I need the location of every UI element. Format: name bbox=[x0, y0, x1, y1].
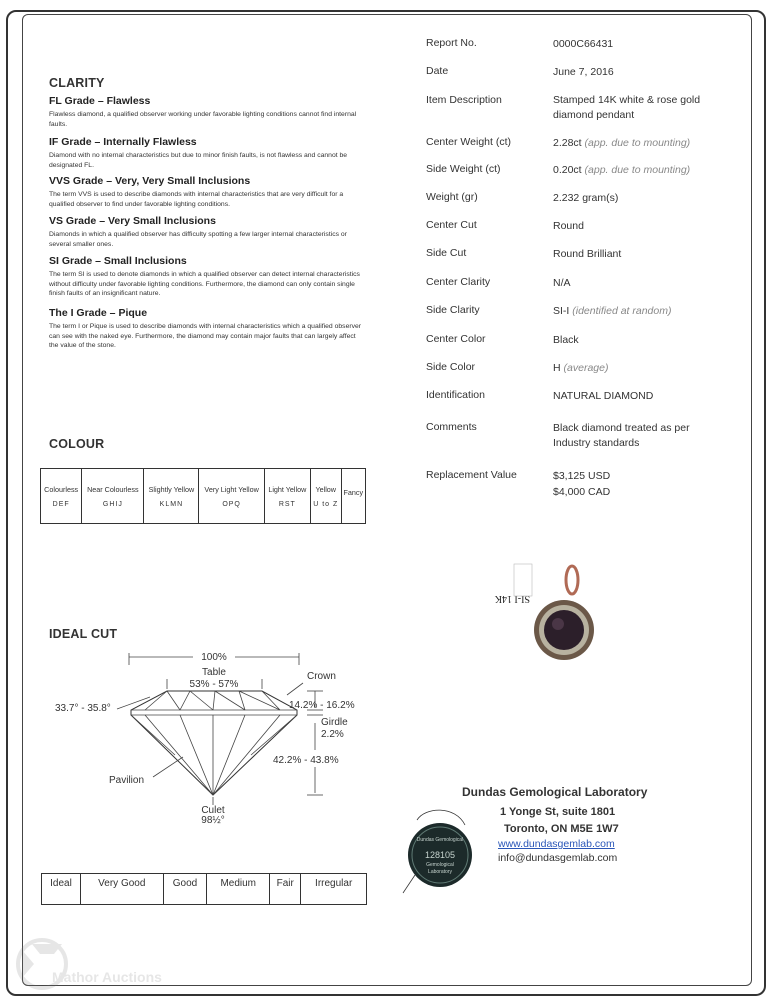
pavilion-depth-label: 42.2% - 43.8% bbox=[273, 755, 339, 766]
grade-name: SI Grade – Small Inclusions bbox=[49, 255, 187, 267]
grade-description: The term VVS is used to describe diamonds with internal characteristics that are very difficult for a qualified observer to find under favorable lighting conditions. bbox=[49, 191, 344, 208]
girdle-value-label: 2.2% bbox=[321, 729, 344, 740]
side-clarity-label: Side Clarity bbox=[426, 304, 480, 316]
side-color-field bbox=[553, 361, 743, 376]
center-weight-field bbox=[553, 136, 743, 151]
grade-name: FL Grade – Flawless bbox=[49, 95, 151, 107]
side-clarity-note: (identified at random) bbox=[572, 305, 672, 317]
colour-letters: DEF bbox=[52, 500, 70, 508]
cut-grade-cell: Very Good bbox=[80, 874, 163, 905]
lab-website-link[interactable]: www.dundasgemlab.com bbox=[498, 838, 615, 850]
table-label: Table bbox=[202, 667, 226, 678]
colour-label: Yellow bbox=[315, 484, 336, 494]
side-color-value: H bbox=[553, 362, 561, 374]
width-label: 100% bbox=[201, 652, 227, 663]
cut-grade-table bbox=[41, 873, 367, 905]
center-cut-value: Round bbox=[553, 220, 584, 232]
crown-height-label: 14.2% - 16.2% bbox=[289, 700, 355, 711]
hologram-seal bbox=[395, 805, 485, 900]
clarity-grade-if bbox=[49, 136, 365, 170]
item-description-value: Stamped 14K white & rose gold diamond pendant bbox=[553, 94, 701, 121]
colour-letters: U to Z bbox=[313, 500, 339, 508]
tag-text: SI-I 14K bbox=[494, 593, 530, 604]
clarity-grade-si bbox=[49, 255, 365, 299]
colour-cell bbox=[199, 469, 264, 524]
clarity-grade-vs bbox=[49, 215, 365, 249]
watermark-shape-b bbox=[32, 944, 62, 954]
seal-text-line-3: Gemological bbox=[426, 862, 454, 868]
side-color-note: (average) bbox=[563, 362, 609, 374]
colour-letters: KLMN bbox=[159, 500, 184, 508]
pendant-photo bbox=[494, 558, 642, 668]
item-description-label: Item Description bbox=[426, 94, 502, 106]
colour-heading: COLOUR bbox=[49, 437, 105, 451]
side-weight-field bbox=[553, 163, 743, 178]
pavilion-pointer bbox=[153, 757, 183, 777]
culet-value-label: 98½° bbox=[201, 815, 225, 826]
clarity-grade-fl bbox=[49, 95, 365, 129]
seal-text-line-4: Laboratory bbox=[428, 869, 452, 875]
seal-signature-stroke bbox=[417, 810, 465, 825]
center-clarity-value: N/A bbox=[553, 277, 571, 289]
grade-name: VVS Grade – Very, Very Small Inclusions bbox=[49, 175, 251, 187]
crown-label: Crown bbox=[307, 671, 336, 682]
table-range-label: 53% - 57% bbox=[189, 679, 239, 690]
crown-angle-label: 33.7° - 35.8° bbox=[55, 703, 111, 714]
report-no-label: Report No. bbox=[426, 37, 477, 49]
seal-text-line-1: Dundas Gemological bbox=[416, 837, 464, 843]
comments-label: Comments bbox=[426, 421, 477, 433]
lab-info bbox=[462, 785, 662, 864]
colour-cell bbox=[341, 469, 365, 524]
comments-value: Black diamond treated as per Industry standards bbox=[553, 422, 690, 449]
weight-gr-value: 2.232 gram(s) bbox=[553, 192, 619, 204]
date-value: June 7, 2016 bbox=[553, 66, 614, 78]
lab-address-line-1: 1 Yonge St, suite 1801 bbox=[500, 806, 616, 818]
cut-grade-cell: Good bbox=[163, 874, 207, 905]
side-clarity-value: SI-I bbox=[553, 305, 570, 317]
replacement-value-cad: $4,000 CAD bbox=[553, 486, 611, 498]
grade-description: Flawless diamond, a qualified observer working under favorable lighting conditions cannot find internal faults. bbox=[49, 111, 357, 128]
center-weight-note: (app. due to mounting) bbox=[584, 137, 691, 149]
crown-pointer bbox=[287, 683, 303, 695]
lab-name: Dundas Gemological Laboratory bbox=[462, 785, 648, 799]
diamond-highlight bbox=[552, 618, 564, 630]
crown-facets bbox=[145, 691, 280, 710]
auction-watermark bbox=[10, 930, 162, 998]
report-no-value: 0000C66431 bbox=[553, 38, 614, 50]
culet-label: Culet bbox=[201, 805, 225, 816]
colour-cell bbox=[41, 469, 82, 524]
colour-letters: OPQ bbox=[222, 500, 241, 508]
replacement-value-label: Replacement Value bbox=[426, 469, 517, 481]
diamond-cut-diagram bbox=[45, 645, 375, 825]
center-weight-value: 2.28ct bbox=[553, 137, 582, 149]
center-color-value: Black bbox=[553, 334, 579, 346]
colour-label: Very Light Yellow bbox=[204, 484, 259, 494]
pavilion-label: Pavilion bbox=[109, 775, 145, 786]
clarity-grade-vvs bbox=[49, 175, 365, 209]
seal-number: 128105 bbox=[424, 850, 456, 860]
date-label: Date bbox=[426, 65, 449, 77]
clarity-heading: CLARITY bbox=[49, 76, 105, 90]
colour-cell bbox=[144, 469, 199, 524]
cut-grade-cell: Medium bbox=[207, 874, 270, 905]
grade-name: VS Grade – Very Small Inclusions bbox=[49, 215, 216, 227]
colour-scale-table bbox=[40, 468, 366, 524]
colour-letters: GHIJ bbox=[102, 500, 123, 508]
colour-label: Slightly Yellow bbox=[148, 484, 195, 494]
side-color-label: Side Color bbox=[426, 361, 476, 373]
watermark-text: Mathor Auctions bbox=[52, 969, 162, 985]
side-weight-value: 0.20ct bbox=[553, 164, 582, 176]
lab-address-line-2: Toronto, ON M5E 1W7 bbox=[504, 823, 619, 835]
cut-grade-cell: Irregular bbox=[301, 874, 367, 905]
watermark-shape-a bbox=[22, 950, 34, 978]
side-cut-label: Side Cut bbox=[426, 247, 467, 259]
colour-letters: RST bbox=[278, 500, 296, 508]
colour-label: Colourless bbox=[44, 484, 79, 494]
center-color-label: Center Color bbox=[426, 333, 486, 345]
colour-cell bbox=[264, 469, 310, 524]
grade-name: The I Grade – Pique bbox=[49, 307, 148, 319]
replacement-value-usd: $3,125 USD bbox=[553, 470, 611, 482]
identification-value: NATURAL DIAMOND bbox=[553, 390, 654, 402]
colour-label: Near Colourless bbox=[87, 484, 139, 494]
colour-label: Fancy bbox=[343, 488, 364, 497]
grade-description: Diamonds in which a qualified observer has difficulty spotting a few larger internal characteristics or several smaller ones. bbox=[49, 231, 347, 248]
side-cut-value: Round Brilliant bbox=[553, 248, 622, 260]
grade-description: The term I or Pique is used to describe diamonds with internal characteristics which a qualified observer can see with the naked eye. Furthermore, the diamond may contain major faults that can largely affect the value of the stone. bbox=[49, 323, 362, 350]
grade-description: The term SI is used to denote diamonds in which a qualified observer can detect internal characteristics without difficulty under favorable lighting conditions. Furthermore, the diamond can only contain single finish faults of an insignificant nature. bbox=[49, 271, 360, 298]
grade-description: Diamond with no internal characteristics but due to minor finish faults, is not flawless and cannot be designated FL. bbox=[49, 152, 348, 169]
colour-cell bbox=[82, 469, 144, 524]
ideal-cut-heading: IDEAL CUT bbox=[49, 627, 118, 641]
colour-cell bbox=[310, 469, 341, 524]
weight-gr-label: Weight (gr) bbox=[426, 191, 478, 203]
center-cut-label: Center Cut bbox=[426, 219, 477, 231]
center-clarity-label: Center Clarity bbox=[426, 276, 491, 288]
black-diamond bbox=[544, 610, 584, 650]
clarity-grade-i bbox=[49, 307, 365, 351]
colour-label: Light Yellow bbox=[268, 484, 307, 494]
identification-label: Identification bbox=[426, 389, 485, 401]
girdle-label: Girdle bbox=[321, 717, 348, 728]
tag-outline bbox=[514, 564, 532, 596]
cut-grade-cell: Fair bbox=[270, 874, 301, 905]
bail bbox=[566, 566, 578, 594]
side-weight-label: Side Weight (ct) bbox=[426, 163, 501, 175]
grade-name: IF Grade – Internally Flawless bbox=[49, 136, 197, 148]
lab-email: info@dundasgemlab.com bbox=[498, 852, 618, 864]
side-clarity-field bbox=[553, 304, 743, 319]
cut-grade-cell: Ideal bbox=[42, 874, 81, 905]
side-weight-note: (app. due to mounting) bbox=[584, 164, 691, 176]
center-weight-label: Center Weight (ct) bbox=[426, 136, 511, 148]
seal-signature-tail bbox=[403, 875, 415, 893]
